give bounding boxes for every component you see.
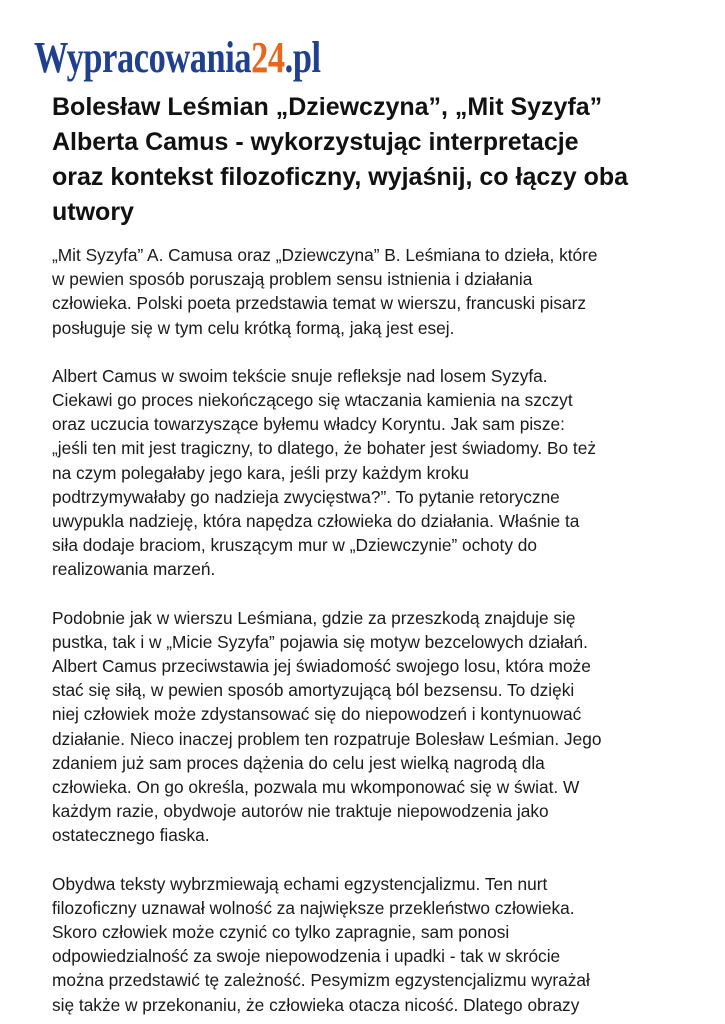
logo-tld: .pl (284, 33, 321, 82)
site-logo-text (34, 33, 321, 82)
title-line: Bolesław Leśmian „Dziewczyna”, „Mit Syzyfa” (52, 93, 603, 121)
text-line: odpowiedzialność za swoje niepowodzenia i upadki - tak w skrócie (52, 946, 561, 967)
text-line: stać się siłą, w pewien sposób amortyzującą ból bezsensu. To dzięki (52, 680, 575, 701)
text-line: pustka, tak i w „Micie Syzyfa” pojawia się motyw bezcelowych działań. (52, 631, 588, 652)
text-line: Albert Camus w swoim tekście snuje refleksje nad losem Syzyfa. (52, 365, 548, 386)
title-line: Alberta Camus - wykorzystując interpretacje (52, 128, 579, 156)
text-line: człowieka. On go określa, pozwala mu wkomponować się w świat. W (52, 777, 580, 798)
paragraph (52, 606, 692, 848)
site-logo[interactable] (34, 18, 364, 80)
text-line: posługuje się w tym celu krótką formą, jaką jest esej. (52, 317, 455, 338)
title-line: utwory (52, 198, 134, 226)
text-line: zdaniem już sam proces dążenia do celu jest wielką nagrodą dla (52, 752, 545, 773)
logo-name: Wypracowania (34, 33, 252, 82)
text-line: Obydwa teksty wybrzmiewają echami egzystencjalizmu. Ten nurt (52, 873, 548, 894)
article-title (52, 90, 692, 230)
text-line: Podobnie jak w wierszu Leśmiana, gdzie za przeszkodą znajduje się (52, 607, 576, 628)
text-line: można przedstawić tę zależność. Pesymizm egzystencjalizmu wyrażał (52, 970, 590, 991)
article-body (52, 243, 692, 1024)
text-line: działanie. Nieco inaczej problem ten rozpatruje Bolesław Leśmian. Jego (52, 728, 602, 749)
text-line: każdym razie, obydwoje autorów nie traktuje niepowodzenia jako (52, 801, 549, 822)
text-line: „jeśli ten mit jest tragiczny, to dlatego, że bohater jest świadomy. Bo też (52, 438, 596, 459)
text-line: „Mit Syzyfa” A. Camusa oraz „Dziewczyna” B. Leśmiana to dzieła, które (52, 245, 598, 265)
text-line: Albert Camus przeciwstawia jej świadomość swojego losu, która może (52, 656, 591, 677)
text-line: Ciekawi go proces niekończącego się wtaczania kamienia na szczyt (52, 390, 573, 411)
logo-number: 24 (251, 33, 285, 82)
text-line: realizowania marzeń. (52, 559, 216, 580)
paragraph (52, 872, 692, 1017)
text-line: ostatecznego fiaska. (52, 825, 210, 846)
text-line: w pewien sposób poruszają problem sensu istnienia i działania (52, 269, 533, 290)
text-line: oraz uczucia towarzyszące byłemu władcy Koryntu. Jak sam pisze: (52, 414, 565, 435)
paragraph (52, 364, 692, 582)
text-line: podtrzymywałaby go nadzieja zwycięstwa?”. To pytanie retoryczne (52, 486, 560, 507)
text-line: siła dodaje braciom, kruszącym mur w „Dziewczynie” ochoty do (52, 535, 537, 556)
text-line: filozoficzny uznawał wolność za największe przekleństwo człowieka. (52, 897, 575, 918)
text-line: człowieka. Polski poeta przedstawia temat w wierszu, francuski pisarz (52, 293, 587, 314)
paragraph (52, 243, 692, 340)
title-line: oraz kontekst filozoficzny, wyjaśnij, co łączy oba (52, 163, 629, 191)
text-line: Skoro człowiek może czynić co tylko zapragnie, sam ponosi (52, 922, 510, 943)
text-line: niej człowiek może zdystansować się do niepowodzeń i kontynuować (52, 704, 582, 725)
text-line: się także w przekonaniu, że człowieka otacza nicość. Dlatego obrazy (52, 994, 580, 1015)
text-line: uwypukla nadzieję, która napędza człowieka do działania. Właśnie ta (52, 511, 580, 532)
text-line: na czym polegałaby jego kara, jeśli przy każdym kroku (52, 462, 469, 483)
